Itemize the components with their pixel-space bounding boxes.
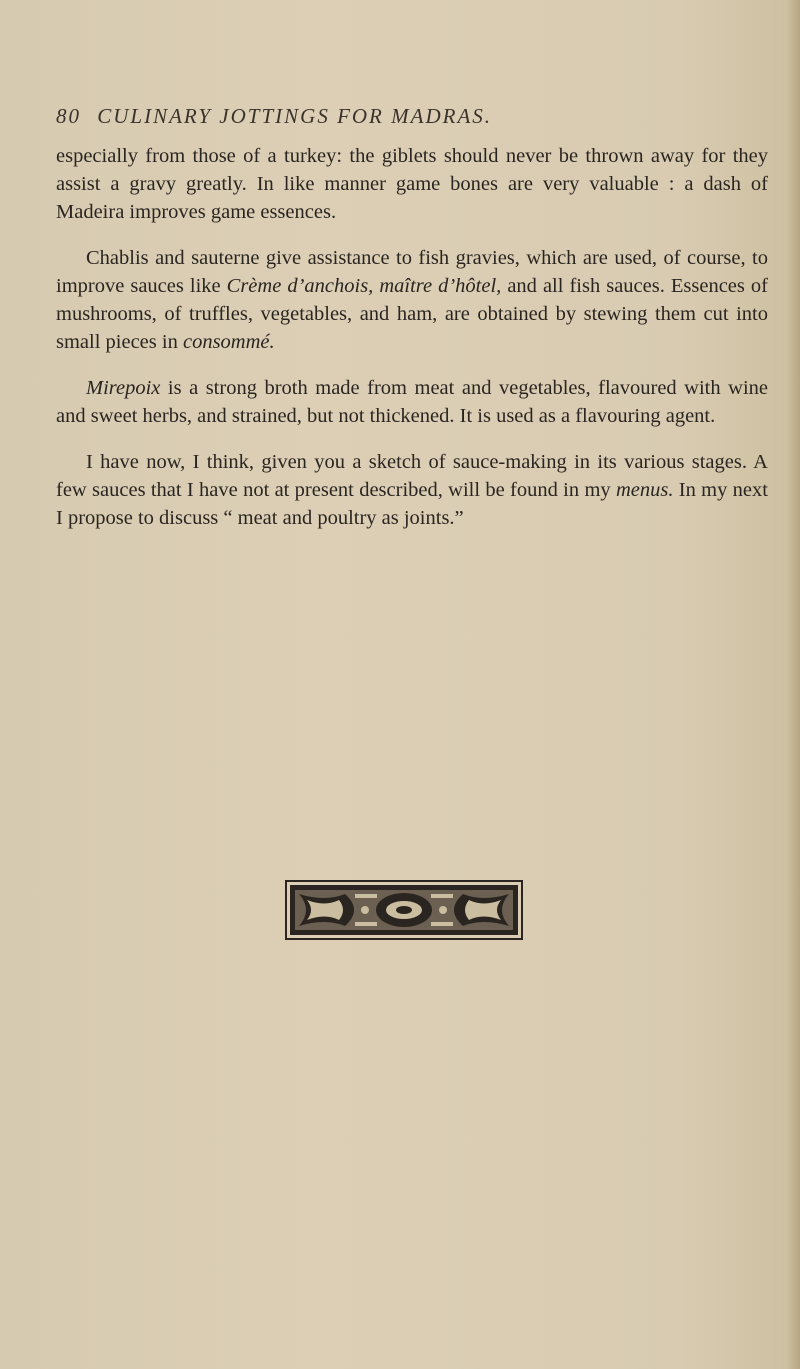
paragraph-1-text: especially from those of a turkey: the giblets should never be thrown away for they assist a gravy greatly. In like manner game bones are very valuable : a dash of Madeira improves game essences. [56, 145, 768, 223]
paragraph-2-text-a: Chablis and sauterne give assistance to fish gravies, which are used, of course, to improve sauces like [56, 247, 768, 297]
paragraph-4-italic-menus: menus. [615, 479, 674, 501]
running-title: CULINARY JOTTINGS FOR MADRAS. [97, 104, 493, 128]
page-number: 80 [56, 104, 81, 128]
body-text [56, 142, 768, 550]
paragraph-4-text-a: I have now, I think, given you a sketch of sauce-making in its various stages. A few sauces that I have not at present described, will be found in my [56, 451, 768, 501]
paragraph-3-text: is a strong broth made from meat and vegetables, flavoured with wine and sweet herbs, and strained, but not thickened. It is used as a flavouring agent. [56, 377, 768, 427]
paragraph-2-italic-sauces: Crème d’anchois, maître d’hôtel, [226, 275, 502, 297]
paragraph-1 [56, 142, 768, 226]
paragraph-2 [56, 244, 768, 356]
paragraph-4-text-b: In my next I propose to discuss “ meat and poultry as joints.” [56, 479, 768, 529]
paragraph-3-italic-mirepoix: Mirepoix [86, 377, 161, 399]
paragraph-2-italic-consomme: consommé. [182, 331, 275, 353]
running-head [56, 104, 492, 129]
paragraph-2-text-b: and all fish sauces. Essences of mushrooms, of truffles, vegetables, and ham, are obtained by stewing them cut into small pieces in [56, 275, 768, 353]
paragraph-3 [56, 374, 768, 430]
tailpiece-ornament-icon [285, 880, 523, 940]
paragraph-4 [56, 448, 768, 532]
page-edge-shadow [786, 0, 800, 1369]
